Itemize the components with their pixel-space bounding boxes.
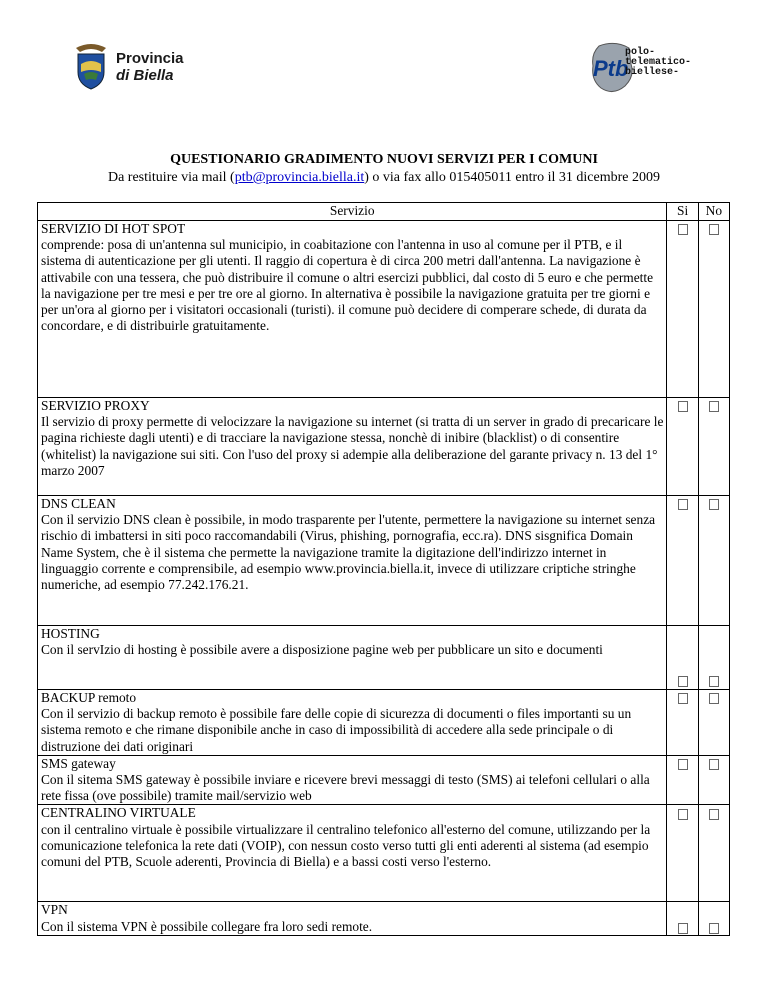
service-title: DNS CLEAN xyxy=(41,496,116,511)
no-checkbox[interactable] xyxy=(709,759,719,770)
service-title: SERVIZIO PROXY xyxy=(41,398,150,413)
service-cell xyxy=(38,755,667,805)
no-cell xyxy=(698,805,729,902)
service-cell xyxy=(38,902,667,936)
service-title: HOSTING xyxy=(41,626,100,641)
no-checkbox[interactable] xyxy=(709,499,719,510)
table-row-hosting xyxy=(38,626,730,690)
no-cell xyxy=(698,902,729,936)
crest-icon xyxy=(72,42,110,90)
no-checkbox[interactable] xyxy=(709,401,719,412)
yes-checkbox[interactable] xyxy=(678,676,688,687)
service-title: BACKUP remoto xyxy=(41,690,137,705)
no-cell xyxy=(698,496,729,626)
provincia-biella-logo xyxy=(72,42,202,92)
no-cell xyxy=(698,690,729,756)
provincia-logo-text xyxy=(116,50,184,84)
header-no: No xyxy=(698,203,729,221)
service-description: Con il sitema SMS gateway è possibile inviare e ricevere brevi messaggi di testo (SMS) ai telefoni cellulari o alla rete fissa (ove possibile) tramite mail/servizio web xyxy=(41,772,650,804)
service-cell xyxy=(38,805,667,902)
service-cell xyxy=(38,221,667,398)
yes-cell xyxy=(667,805,698,902)
service-title: CENTRALINO VIRTUALE xyxy=(41,805,196,821)
service-title: SERVIZIO DI HOT SPOT xyxy=(41,221,186,236)
no-cell xyxy=(698,221,729,398)
document-title: QUESTIONARIO GRADIMENTO NUOVI SERVIZI PER I COMUNI xyxy=(170,152,598,167)
table-header-row xyxy=(38,203,730,221)
no-checkbox[interactable] xyxy=(709,693,719,704)
service-description: con il centralino virtuale è possibile virtualizzare il centralino telefonico all'esterno del comune, utilizzando per la comunicazione telefonica la rete dati (VOIP), con nessun costo verso tutti gli enti aderenti al sistema (ad esempio comuni del PTB, Scuole aderenti, Provincia di Biella) e a bassi costi verso l'esterno. xyxy=(41,821,651,870)
no-checkbox[interactable] xyxy=(709,923,719,934)
yes-cell xyxy=(667,221,698,398)
yes-checkbox[interactable] xyxy=(678,401,688,412)
service-description: Con il sistema VPN è possibile collegare fra loro sedi remote. xyxy=(41,918,373,934)
service-description: Con il servIzio di hosting è possibile avere a disposizione pagine web per pubblicare un sito e documenti xyxy=(41,642,603,658)
yes-checkbox[interactable] xyxy=(678,759,688,770)
table-row-centralino xyxy=(38,805,730,902)
service-description: comprende: posa di un'antenna sul municipio, in coabitazione con l'antenna in uso al comune per il PTB, e il sistema di autenticazione per gli utenti. Il raggio di copertura è di circa 200 metri dall'antenna. La navigazione è attivabile con una tessera, che può distribuire il comune o altri esercizi pubblici, dal costo di 5 euro e che permette la navigazione per tre mesi e per tre ore al giorno. In alternativa è possibile la navigazione gratuita per tre giorni e per un'ora al giorno per i visitatori occasionali (turisti). il comune può decidere di comperare schede, di durata da concordare, e di distribuirle gratuitamente. xyxy=(41,237,654,334)
email-link[interactable]: ptb@provincia.biella.it xyxy=(234,170,365,185)
yes-checkbox[interactable] xyxy=(678,499,688,510)
subtitle-after: ) o via fax allo 015405011 entro il 31 dicembre 2009 xyxy=(364,170,660,185)
document-subtitle xyxy=(0,170,768,186)
no-cell xyxy=(698,755,729,805)
ptb-logo xyxy=(585,40,705,98)
service-cell xyxy=(38,496,667,626)
provincia-line2: di Biella xyxy=(116,67,174,84)
table-row-backup xyxy=(38,690,730,756)
yes-cell xyxy=(667,626,698,690)
questionnaire-table xyxy=(37,202,730,936)
subtitle-before: Da restituire via mail ( xyxy=(107,170,235,185)
no-checkbox[interactable] xyxy=(709,809,719,820)
table-row-sms-gateway xyxy=(38,755,730,805)
no-checkbox[interactable] xyxy=(709,224,719,235)
table-row-vpn xyxy=(38,902,730,936)
yes-cell xyxy=(667,902,698,936)
no-checkbox[interactable] xyxy=(709,676,719,687)
ptb-logo-text xyxy=(625,48,691,78)
service-description: Con il servizio di backup remoto è possibile fare delle copie di sicurezza di documenti o files importanti su un sistema remoto e che rimane disponibile anche in caso di impossibilità di accedere alla sede principale o di distruzione dei dati originari xyxy=(41,706,632,754)
yes-cell xyxy=(667,398,698,496)
yes-cell xyxy=(667,496,698,626)
yes-checkbox[interactable] xyxy=(678,693,688,704)
service-description: Con il servizio DNS clean è possibile, in modo trasparente per l'utente, permettere la navigazione su internet senza rischio di imbattersi in siti poco raccomandabili (Virus, phishing, pornografia, ecc.ra). DNS sisgnifica Domain Name System, che è il sistema che permette la navigazione tramite la digitazione dell'indirizzo internet in linguaggio corrente e comprensibile, ad esempio www.provincia.biella.it, invece di utilizzare criptiche stringhe numeriche, ad esempio 77.242.176.21. xyxy=(41,512,656,593)
no-cell xyxy=(698,626,729,690)
ptb-line2: telematico- xyxy=(625,57,692,68)
yes-checkbox[interactable] xyxy=(678,809,688,820)
service-cell xyxy=(38,626,667,690)
yes-checkbox[interactable] xyxy=(678,224,688,235)
yes-cell xyxy=(667,690,698,756)
service-description: Il servizio di proxy permette di velocizzare la navigazione su internet (si tratta di un server in grado di precaricare le pagina richieste dagli utenti) e di tracciare la navigazione stessa, nonchè di inibire (blacklist) o di consentire (whitelist) la navigazione sui siti. Con l'uso del proxy si adempie alla deliberazione del garante privacy n. 13 del 1° marzo 2007 xyxy=(41,414,664,478)
table-row-dns-clean xyxy=(38,496,730,626)
ptb-line1: polo- xyxy=(625,47,656,58)
header-yes: Si xyxy=(667,203,698,221)
header-service: Servizio xyxy=(38,203,667,221)
provincia-line1: Provincia xyxy=(116,50,184,67)
service-title: VPN xyxy=(41,902,68,918)
yes-checkbox[interactable] xyxy=(678,923,688,934)
yes-cell xyxy=(667,755,698,805)
service-cell xyxy=(38,690,667,756)
service-cell xyxy=(38,398,667,496)
svg-text:Ptb: Ptb xyxy=(593,56,629,81)
service-title: SMS gateway xyxy=(41,755,116,771)
table-row-proxy xyxy=(38,398,730,496)
no-cell xyxy=(698,398,729,496)
ptb-line3: biellese- xyxy=(625,67,680,78)
table-row-hot-spot xyxy=(38,221,730,398)
